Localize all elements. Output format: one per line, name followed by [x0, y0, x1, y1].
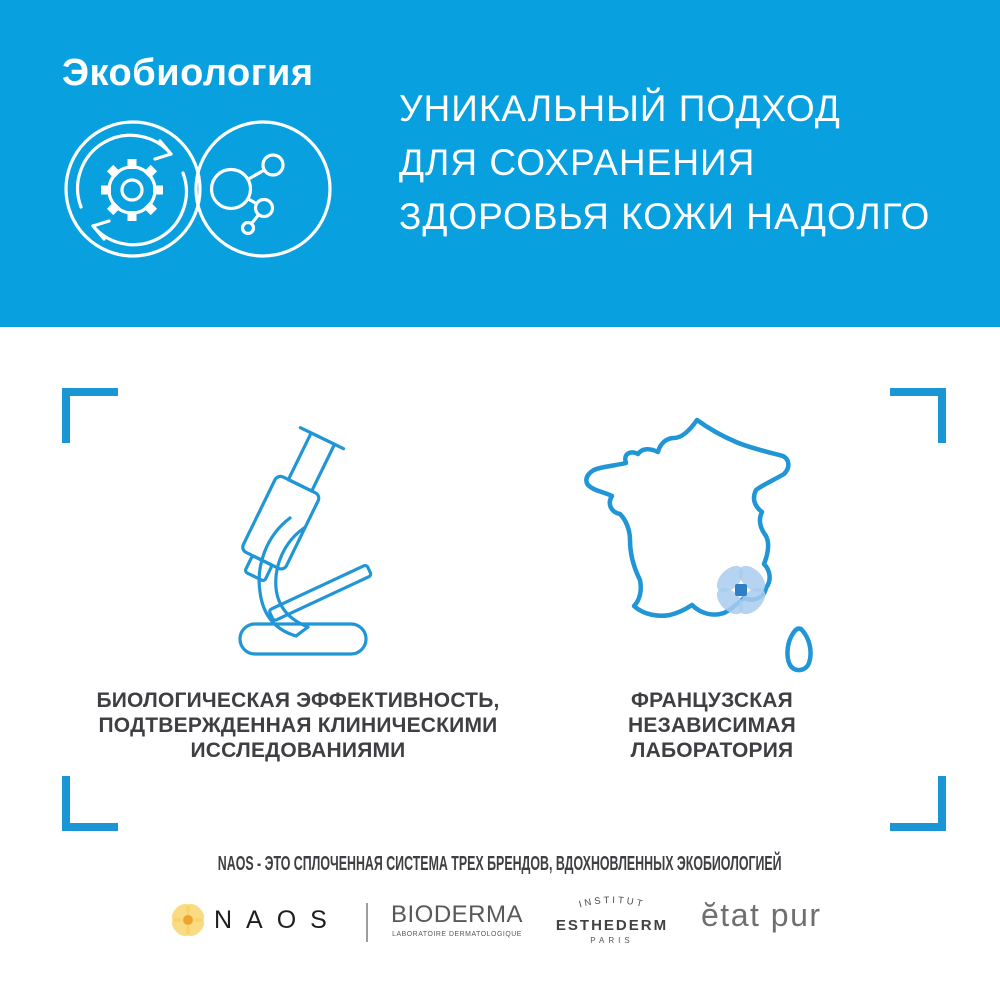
headline-line-2: ДЛЯ СОХРАНЕНИЯ	[399, 142, 756, 183]
frame-corner-bottom-left	[62, 776, 118, 831]
frame-corner-top-left	[62, 388, 118, 443]
caption-line: ЛАБОРАТОРИЯ	[630, 739, 794, 762]
esthederm-logo-city: PARIS	[590, 936, 634, 945]
caption-line: БИОЛОГИЧЕСКАЯ ЭФФЕКТИВНОСТЬ,	[96, 689, 500, 712]
caption-french-laboratory	[572, 688, 852, 763]
bioderma-logo	[389, 901, 525, 938]
naos-flower-icon	[168, 900, 208, 940]
caption-line: ПОДТВЕРЖДЕННАЯ КЛИНИЧЕСКИМИ	[98, 714, 498, 737]
bioderma-logo-subtitle: LABORATOIRE DERMATOLOGIQUE	[392, 931, 522, 938]
france-map-icon	[578, 408, 823, 678]
headline-line-3: ЗДОРОВЬЯ КОЖИ НАДОЛГО	[399, 196, 931, 237]
ecobiology-title: Экобиология	[62, 52, 314, 94]
cycle-arrows-icon	[78, 135, 187, 244]
frame-corner-bottom-right	[890, 776, 946, 831]
bioderma-logo-name: BIODERMA	[390, 901, 523, 928]
banner-headline	[399, 82, 930, 244]
caption-line: ФРАНЦУЗСКАЯ	[631, 689, 793, 712]
logo-divider	[366, 903, 368, 942]
esthederm-logo	[550, 889, 675, 947]
etat-pur-logo: ĕtat pur	[701, 897, 822, 933]
location-flower-marker	[712, 561, 770, 619]
caption-line: НЕЗАВИСИМАЯ	[628, 714, 796, 737]
gear-icon	[101, 159, 163, 221]
naos-logo: NAOS	[214, 906, 341, 934]
microscope-icon	[232, 420, 377, 662]
banner	[0, 0, 1000, 327]
naos-brands-sentence	[0, 853, 1000, 876]
caption-line: ИССЛЕДОВАНИЯМИ	[190, 739, 406, 762]
esthederm-logo-name: ESTHEDERM	[555, 917, 669, 934]
corsica-outline	[787, 628, 810, 670]
headline-line-1: УНИКАЛЬНЫЙ ПОДХОД	[399, 88, 841, 129]
molecule-icon	[212, 155, 284, 234]
ecobiology-gear-molecule-icon	[56, 110, 346, 266]
svg-text:INSTITUT	[578, 895, 646, 910]
caption-clinical-efficacy	[58, 688, 538, 763]
naos-brands-sentence-text: NAOS - ЭТО СПЛОЧЕННАЯ СИСТЕМА ТРЕХ БРЕНДОВ, ВДОХНОВЛЕННЫХ ЭКОБИОЛОГИЕЙ	[218, 853, 782, 875]
esthederm-logo-institut: INSTITUT	[577, 894, 647, 911]
frame-corner-top-right	[890, 388, 946, 443]
